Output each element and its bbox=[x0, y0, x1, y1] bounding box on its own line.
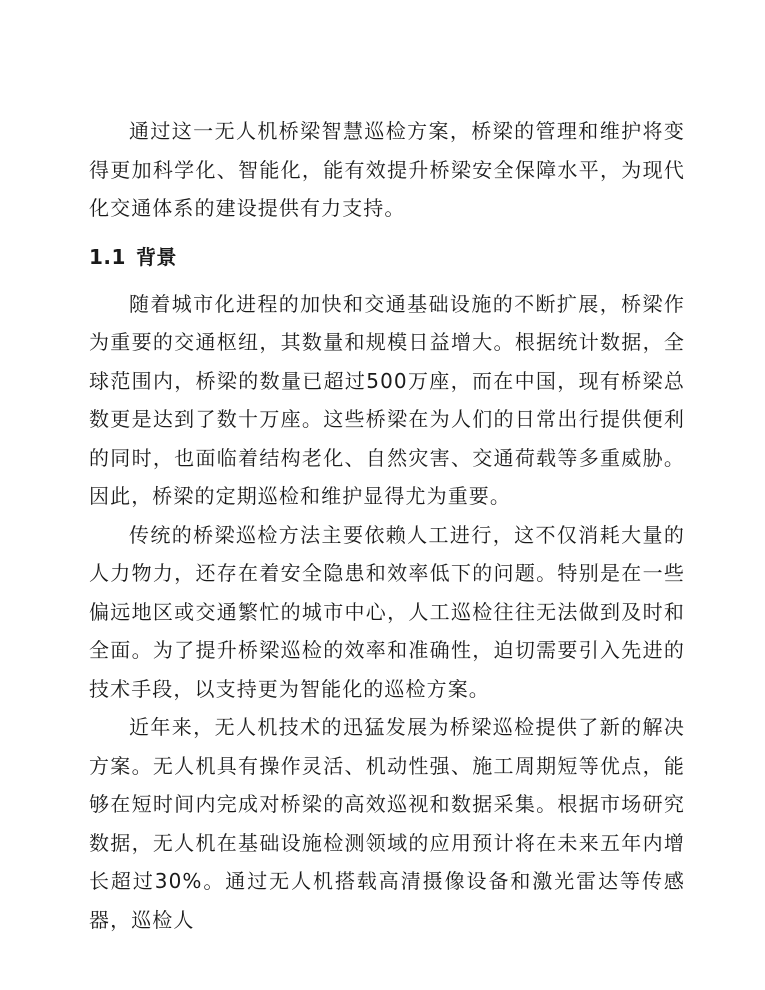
section-title: 背景 bbox=[135, 244, 177, 269]
paragraph-intro: 通过这一无人机桥梁智慧巡检方案，桥梁的管理和维护将变得更加科学化、智能化，能有效提升桥梁安全保障水平，为现代化交通体系的建设提供有力支持。 bbox=[89, 119, 685, 220]
section-number: 1.1 bbox=[89, 244, 126, 269]
paragraph-background-3: 近年来，无人机技术的迅猛发展为桥梁巡检提供了新的解决方案。无人机具有操作灵活、机动性强、施工周期短等优点，能够在短时间内完成对桥梁的高效巡视和数据采集。根据市场研究数据，无人机在基础设施检测领域的应用预计将在未来五年内增长超过30%。通过无人机搭载高清摄像设备和激光雷达等传感器，巡检人 bbox=[89, 715, 685, 932]
paragraph-background-1: 随着城市化进程的加快和交通基础设施的不断扩展，桥梁作为重要的交通枢纽，其数量和规模日益增大。根据统计数据，全球范围内，桥梁的数量已超过500万座，而在中国，现有桥梁总数更是达到了数十万座。这些桥梁在为人们的日常出行提供便利的同时，也面临着结构老化、自然灾害、交通荷载等多重威胁。因此，桥梁的定期巡检和维护显得尤为重要。 bbox=[89, 291, 685, 508]
section-heading bbox=[89, 242, 685, 272]
paragraph-background-2: 传统的桥梁巡检方法主要依赖人工进行，这不仅消耗大量的人力物力，还存在着安全隐患和效率低下的问题。特别是在一些偏远地区或交通繁忙的城市中心，人工巡检往往无法做到及时和全面。为了提升桥梁巡检的效率和准确性，迫切需要引入先进的技术手段，以支持更为智能化的巡检方案。 bbox=[89, 522, 685, 701]
